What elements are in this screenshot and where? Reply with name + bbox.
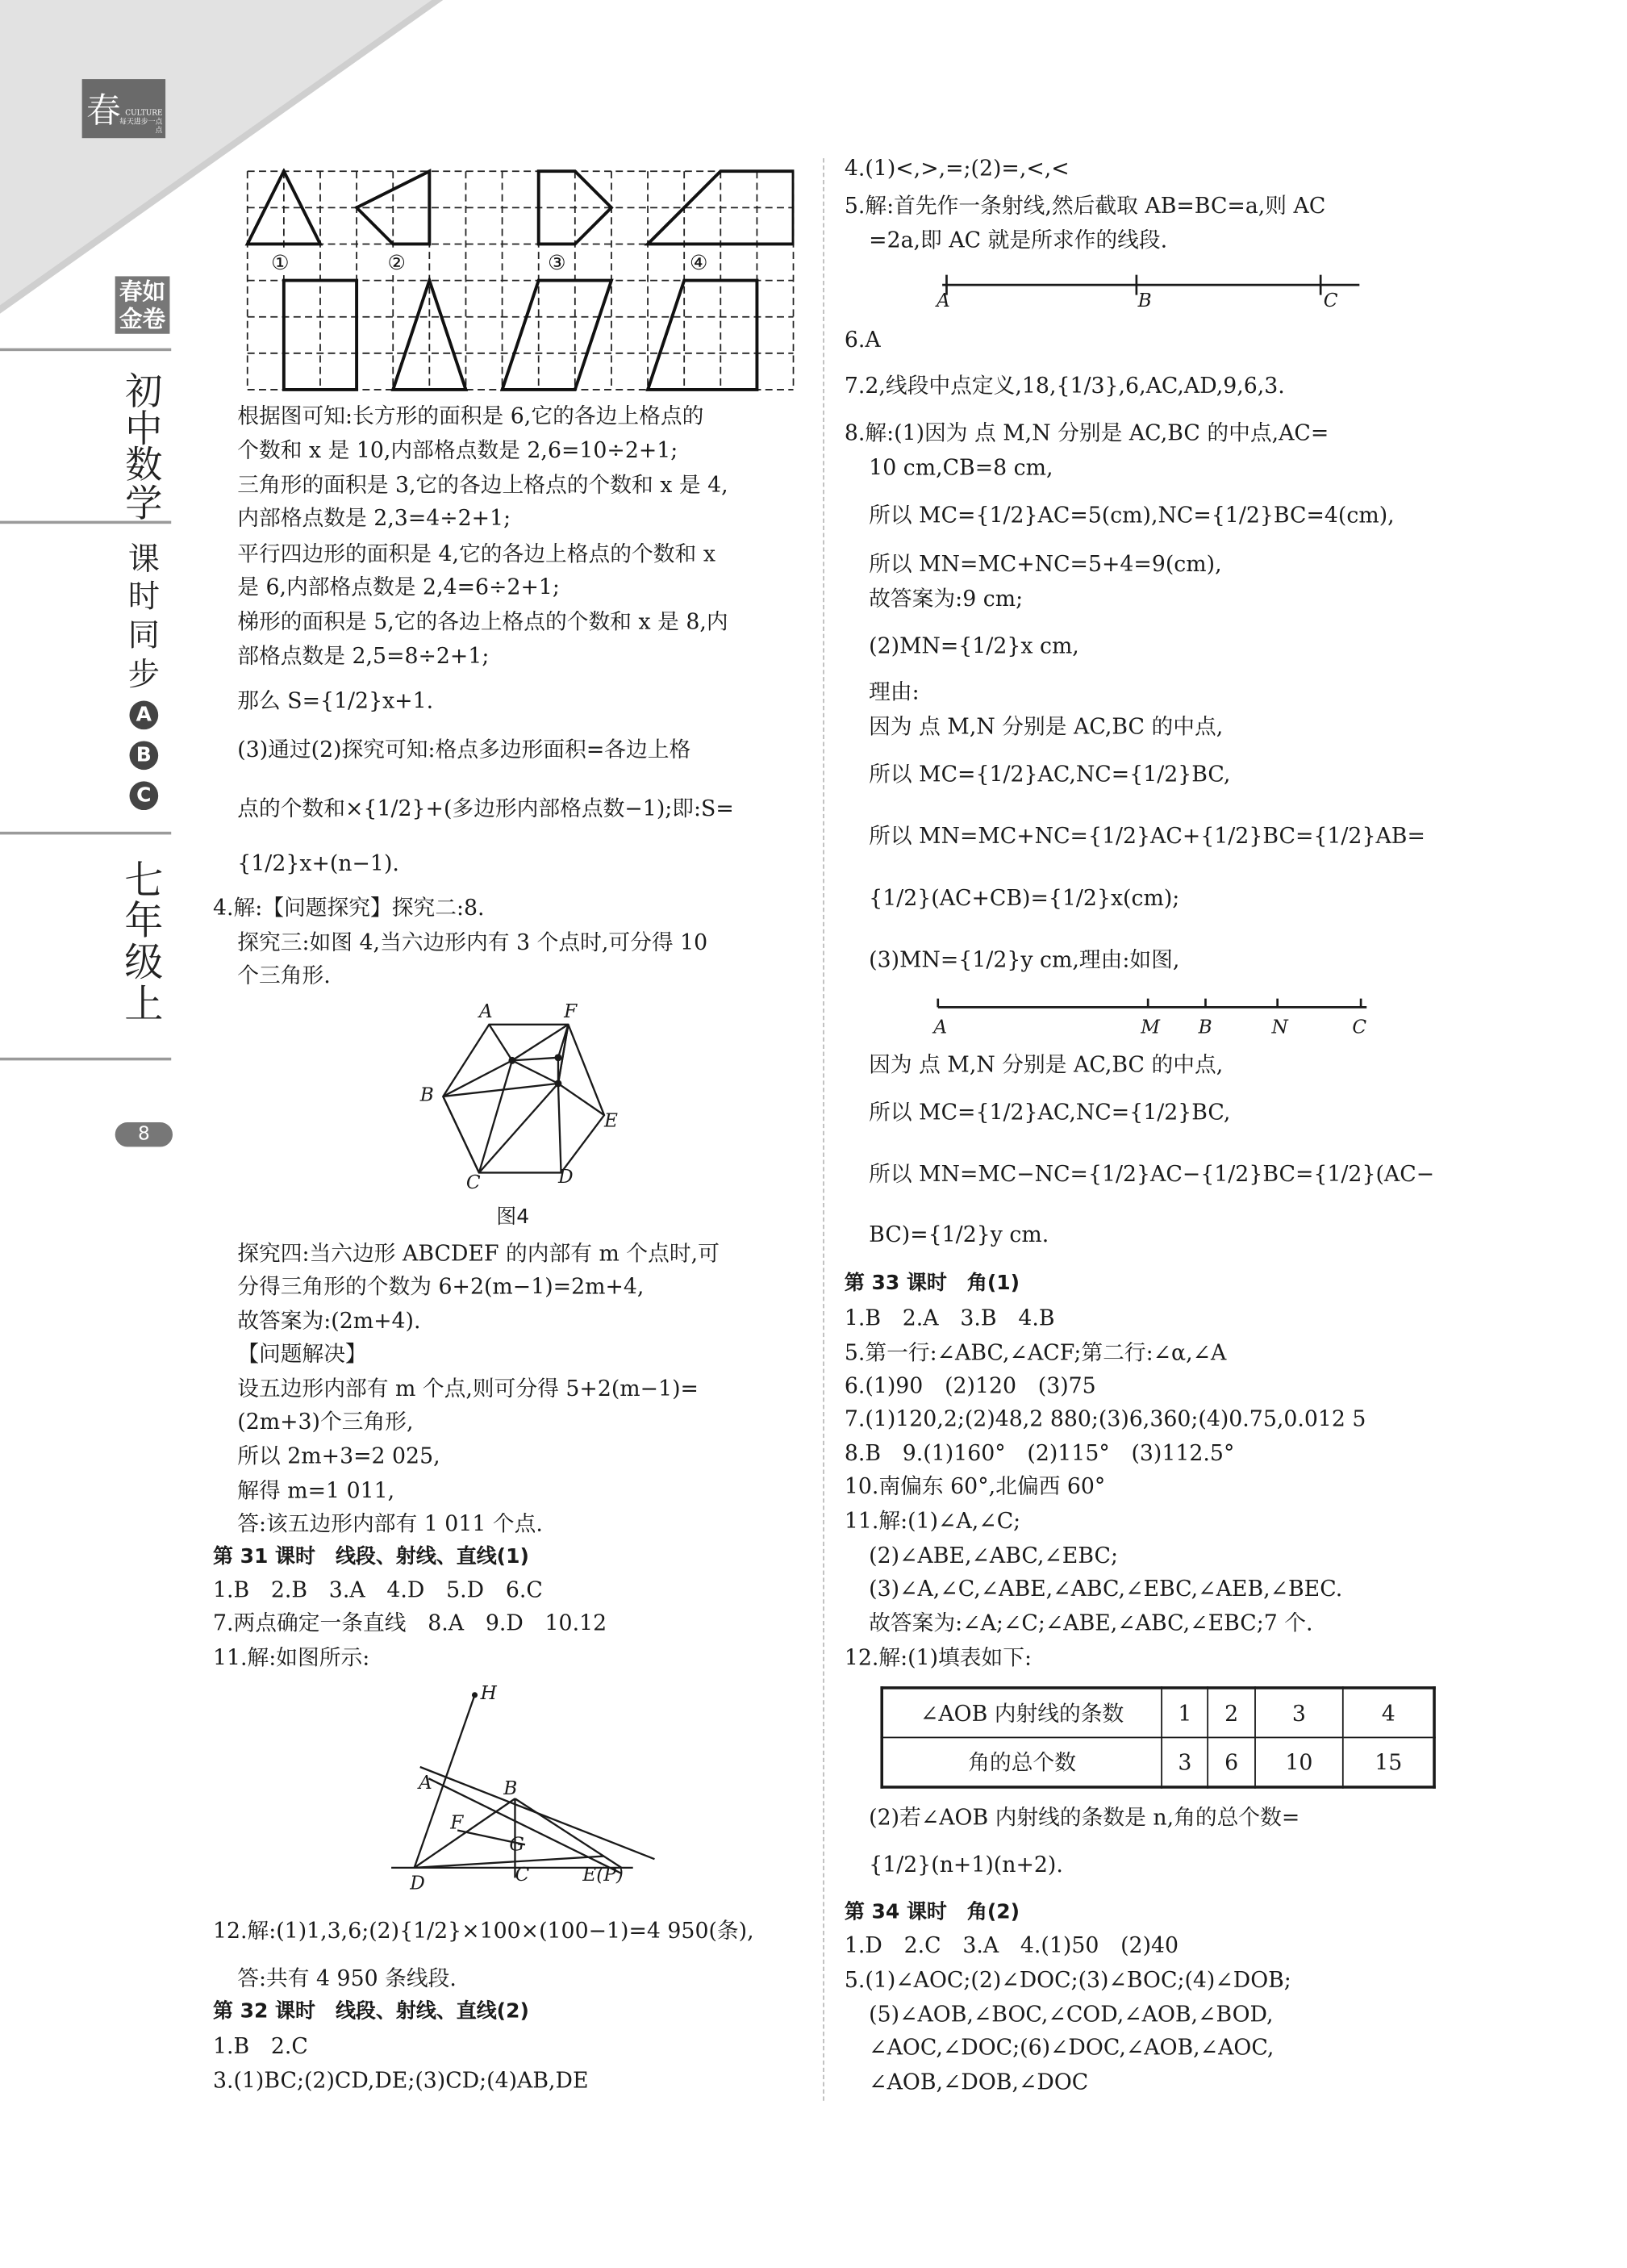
answer-line: 7.2,线段中点定义,18,{1/3},6,AC,AD,9,6,3. [844,372,1285,399]
levels-char [115,741,173,770]
lesson-heading: 第 33 课时 角(1) [844,1272,1020,1296]
answer-line: (2)若∠AOB 内射线的条数是 n,角的总个数= [869,1804,1300,1831]
subject-char: 数 [125,445,163,488]
lattice-polygon [648,281,757,390]
hexagon-interior-lines [443,1025,604,1173]
sidebar-divider [0,349,171,352]
level-badge: A [130,701,159,730]
point-label: M [1141,1017,1160,1039]
point-label: H [480,1683,497,1706]
table-cell: 15 [1343,1737,1434,1787]
answer-line: 1.B 2.C [212,2032,308,2060]
angle-count-table [880,1686,1435,1789]
answer-line: 所以 MC={1/2}AC,NC={1/2}BC, [869,761,1231,787]
answer-line: BC)={1/2}y cm. [869,1222,1049,1248]
answer-line: 所以 MN=MC+NC=5+4=9(cm), [869,551,1222,578]
point-label: A [933,1017,948,1039]
answer-line: 内部格点数是 2,3=4÷2+1; [237,504,511,532]
answer-line: 8.解:(1)因为 点 M,N 分别是 AC,BC 的中点,AC= [844,420,1329,446]
answer-line: 故答案为:∠A;∠C;∠ABE,∠ABC,∠EBC;7 个. [869,1610,1313,1636]
point-label: C [515,1865,530,1887]
answer-line: 点的个数和×{1/2}+(多边形内部格点数−1);即:S= [237,796,734,822]
answer-line: ∠AOB,∠DOB,∠DOC [869,2069,1089,2095]
answer-line: {1/2}(n+1)(n+2). [869,1852,1063,1878]
table-cell: 1 [1162,1688,1208,1738]
answer-line: 因为 点 M,N 分别是 AC,BC 的中点, [869,713,1224,740]
grid-polygons-figure [244,169,794,393]
point-label: C [1352,1017,1367,1039]
table-cell: 4 [1343,1688,1434,1738]
answer-line: 6.(1)90 (2)120 (3)75 [844,1372,1096,1399]
answer-line: {1/2}x+(n−1). [237,850,399,877]
grade-char: 上 [124,983,164,1028]
subject-char: 中 [125,408,163,452]
answer-line: 7.(1)120,2;(2)48,2 880;(3)6,360;(4)0.75,0.012 5 [844,1405,1366,1432]
series-char: 步 [127,658,160,694]
answer-line: 6.A [844,326,881,353]
answer-line: 5.解:首先作一条射线,然后截取 AB=BC=a,则 AC [844,192,1326,219]
table-row [882,1688,1434,1738]
answer-line: 7.两点确定一条直线 8.A 9.D 10.12 [212,1610,607,1636]
answer-line: 所以 MC={1/2}AC,NC={1/2}BC, [869,1099,1231,1126]
answer-line: 故答案为:9 cm; [869,585,1024,612]
answer-line: 答:该五边形内部有 1 011 个点. [237,1510,543,1537]
answer-line: (5)∠AOB,∠BOC,∠COD,∠AOB,∠BOD, [869,2001,1274,2028]
series-char: 时 [127,579,160,616]
point-label: F [450,1813,464,1835]
series-char: 同 [127,618,160,655]
levels-char [115,781,173,810]
answer-line: =2a,即 AC 就是所求作的线段. [869,227,1168,253]
answer-line: 那么 S={1/2}x+1. [237,687,434,714]
table-cell: 2 [1208,1688,1255,1738]
lesson-heading: 第 34 课时 角(2) [844,1900,1020,1924]
vertex-label: B [419,1084,434,1107]
point-label: N [1271,1017,1288,1039]
answer-line: 是 6,内部格点数是 2,4=6÷2+1; [237,574,560,600]
answer-line: {1/2}(AC+CB)={1/2}x(cm); [869,884,1180,911]
table-cell: 3 [1254,1688,1343,1738]
column-divider [823,158,824,2101]
answer-line: 梯形的面积是 5,它的各边上格点的个数和 x 是 8,内 [237,608,728,635]
table-cell: 3 [1162,1737,1208,1787]
grade-char: 七 [124,858,164,904]
answer-line: 12.解:(1)1,3,6;(2){1/2}×100×(100−1)=4 950(条), [212,1918,754,1944]
answer-line: 1.B 2.A 3.B 4.B [844,1305,1055,1331]
shape-label: ④ [690,250,708,274]
answer-line: 三角形的面积是 3,它的各边上格点的个数和 x 是 4, [237,471,728,499]
answer-line: 所以 MN=MC−NC={1/2}AC−{1/2}BC={1/2}(AC− [869,1161,1435,1188]
table-cell: 6 [1208,1737,1255,1787]
point-label: G [509,1834,524,1857]
answer-line: 因为 点 M,N 分别是 AC,BC 的中点, [869,1051,1224,1078]
publisher-logo [82,79,165,138]
table-cell: 角的总个数 [882,1737,1162,1787]
sidebar-divider [0,1058,171,1061]
point-label: A [936,290,950,312]
grade-char: 年 [124,899,164,944]
brand-badge: 春如金卷 [115,276,170,333]
answer-line: 【问题解决】 [237,1341,367,1368]
answer-line: 11.解:如图所示: [212,1644,370,1671]
subject-char: 学 [125,483,163,527]
answer-line: 所以 MC={1/2}AC=5(cm),NC={1/2}BC=4(cm), [869,502,1395,528]
answer-line: 答:共有 4 950 条线段. [237,1965,457,1992]
level-badge: B [130,741,159,770]
vertex-label: E [604,1110,618,1133]
answer-line: 1.D 2.C 3.A 4.(1)50 (2)40 [844,1932,1179,1959]
answer-line: 所以 2m+3=2 025, [237,1443,440,1469]
point-label: B [503,1778,518,1801]
lattice-polygon [503,281,611,390]
answer-line: 11.解:(1)∠A,∠C; [844,1508,1021,1535]
point-label: B [1137,290,1152,312]
answer-line: 部格点数是 2,5=8÷2+1; [237,643,490,670]
shape-label: ② [387,250,406,274]
logo-mark: 春 [86,90,121,132]
answer-line: (2)∠ABE,∠ABC,∠EBC; [869,1542,1118,1568]
answer-line: 故答案为:(2m+4). [237,1308,421,1334]
shape-label: ① [271,250,290,274]
point-label: D [410,1873,425,1895]
answer-line: (2)MN={1/2}x cm, [869,633,1079,659]
answer-line: (3)通过(2)探究可知:格点多边形面积=各边上格 [237,737,691,763]
answer-line: 10.南偏东 60°,北偏西 60° [844,1473,1106,1500]
levels-char [115,701,173,730]
answer-line: 10 cm,CB=8 cm, [869,454,1053,481]
table-row [882,1737,1434,1787]
lesson-heading: 第 31 课时 线段、射线、直线(1) [212,1545,529,1568]
segment-ambnc-figure [932,996,1373,1019]
subject-char: 初 [125,371,163,415]
shape-label: ③ [548,250,566,274]
page-number-badge: 8 [115,1122,173,1147]
answer-line: (3)∠A,∠C,∠ABE,∠ABC,∠EBC,∠AEB,∠BEC. [869,1575,1343,1602]
lesson-heading: 第 32 课时 线段、射线、直线(2) [212,1999,529,2024]
answer-line: 5.(1)∠AOC;(2)∠DOC;(3)∠BOC;(4)∠DOB; [844,1966,1291,1994]
figure-caption: 图4 [496,1205,530,1230]
answer-line: 个数和 x 是 10,内部格点数是 2,6=10÷2+1; [237,437,678,464]
answer-line: 探究四:当六边形 ABCDEF 的内部有 m 个点时,可 [237,1240,720,1267]
logo-text: CULTURE 每天进步一点点 [119,109,163,136]
answer-line: 5.第一行:∠ABC,∠ACF;第二行:∠α,∠A [844,1339,1227,1366]
answer-line: 所以 MN=MC+NC={1/2}AC+{1/2}BC={1/2}AB= [869,823,1425,850]
point-label: B [1198,1017,1212,1039]
answer-line: (2m+3)个三角形, [237,1408,414,1435]
answer-line: 根据图可知:长方形的面积是 6,它的各边上格点的 [237,403,704,429]
vertex-label: A [478,1001,493,1023]
point-label: C [1323,290,1338,312]
point-label: E(P) [582,1865,624,1887]
grade-char: 级 [124,941,164,986]
table-cell: 10 [1254,1737,1343,1787]
answer-line: 4.(1)<,>,=;(2)=,<,< [844,155,1070,182]
answer-line: 个三角形. [237,963,331,989]
answer-line: (3)MN={1/2}y cm,理由:如图, [869,946,1180,973]
vertex-label: F [564,1001,578,1023]
answer-line: 12.解:(1)填表如下: [844,1644,1033,1671]
level-badge: C [130,781,159,810]
answer-line: 分得三角形的个数为 6+2(m−1)=2m+4, [237,1273,645,1300]
answer-line: 4.解:【问题探究】探究二:8. [212,895,485,921]
sidebar-divider [0,832,171,835]
answer-line: 设五边形内部有 m 个点,则可分得 5+2(m−1)= [237,1375,699,1402]
answer-line: 平行四边形的面积是 4,它的各边上格点的个数和 x [237,541,715,567]
answer-line: 探究三:如图 4,当六边形内有 3 个点时,可分得 10 [237,929,708,956]
vertex-label: D [557,1167,574,1189]
vertex-label: C [465,1172,481,1195]
answer-line: ∠AOC,∠DOC;(6)∠DOC,∠AOB,∠AOC, [869,2034,1274,2061]
answer-line: 8.B 9.(1)160° (2)115° (3)112.5° [844,1440,1235,1467]
series-char: 课 [127,542,160,578]
answer-line: 3.(1)BC;(2)CD,DE;(3)CD;(4)AB,DE [212,2067,589,2094]
answer-line: 理由: [869,679,920,705]
point-label: A [418,1773,432,1794]
answer-line: 解得 m=1 011, [237,1477,395,1504]
table-cell: ∠AOB 内射线的条数 [882,1688,1162,1738]
answer-line: 1.B 2.B 3.A 4.D 5.D 6.C [212,1577,543,1603]
